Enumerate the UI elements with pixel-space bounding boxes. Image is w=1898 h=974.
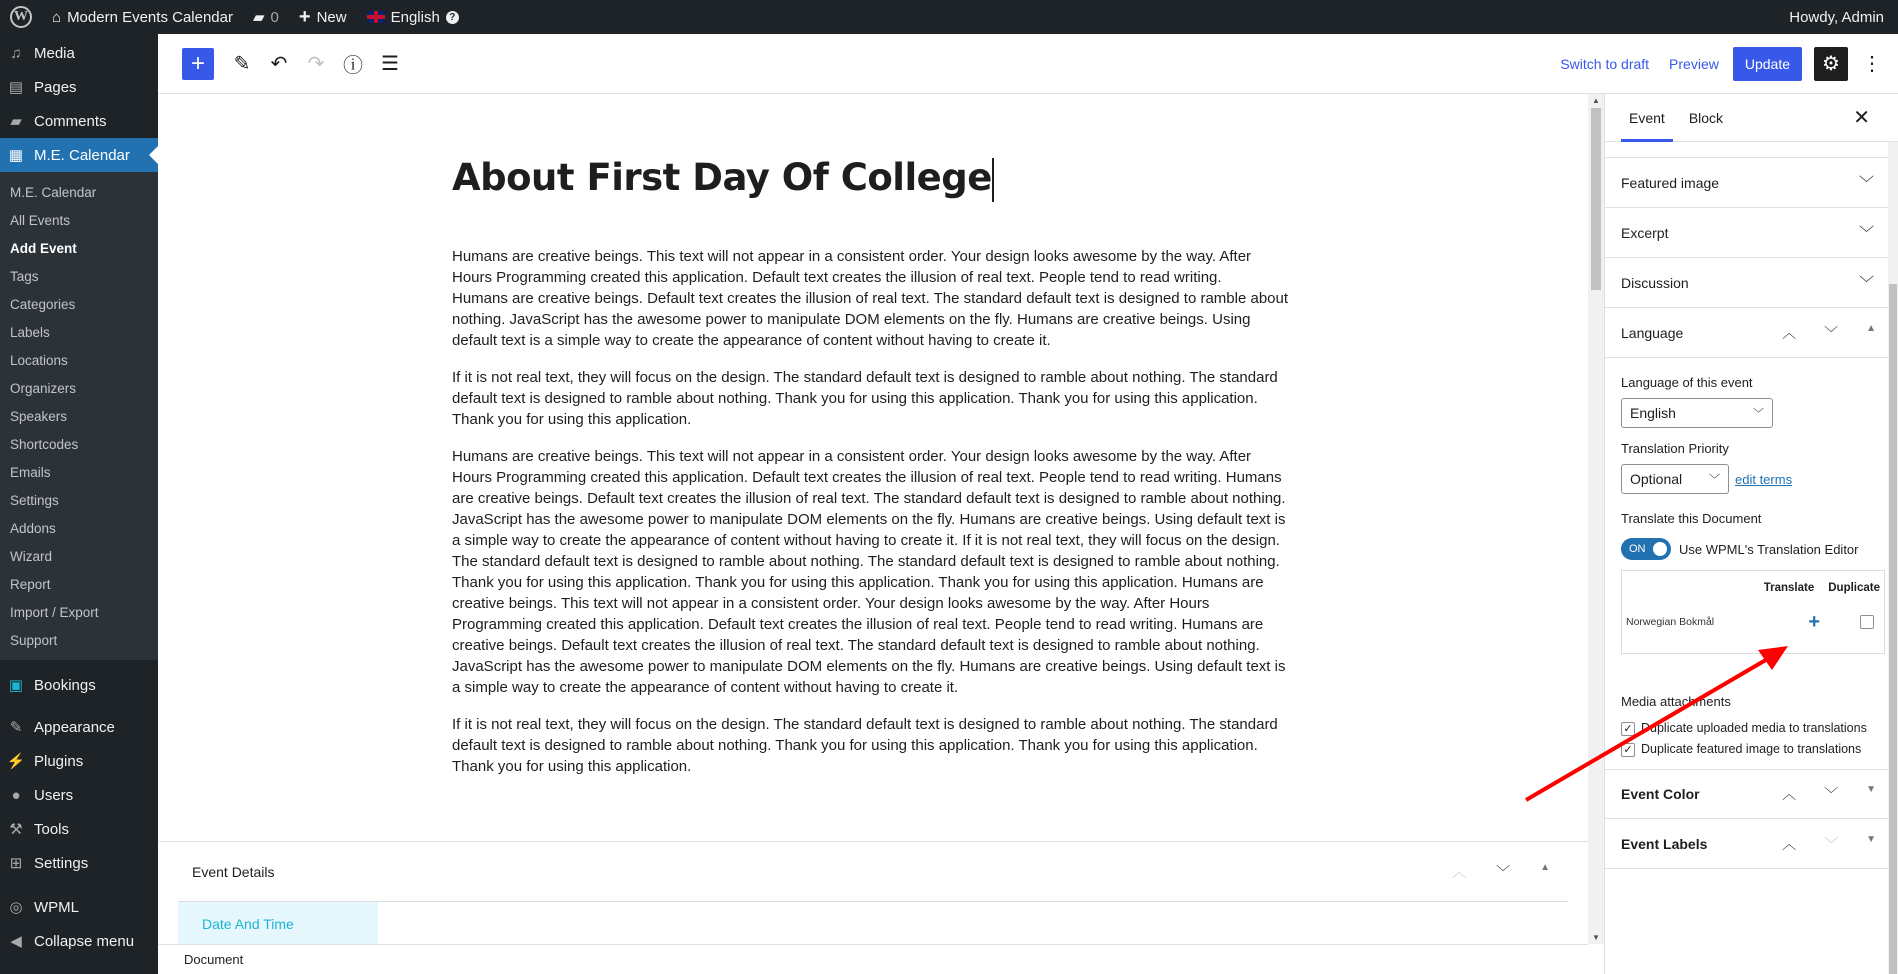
translate-document-label: Translate this Document — [1621, 510, 1762, 526]
media-attachments-label: Media attachments — [1621, 694, 1731, 709]
expand-triangle-icon[interactable]: ▼ — [1866, 784, 1876, 795]
info-icon: ⓘ — [343, 55, 363, 77]
col-translate: Translate — [1763, 582, 1815, 594]
translation-priority-label: Translation Priority — [1621, 440, 1729, 456]
plus-icon: + — [190, 49, 205, 77]
submenu-item[interactable]: M.E. Calendar — [10, 184, 97, 200]
language-name: Norwegian Bokmål — [1626, 616, 1715, 628]
arrow-head — [1758, 646, 1788, 670]
duplicate-media-option[interactable]: ✓ Duplicate uploaded media to translations — [1621, 719, 1882, 738]
duplicate-featured-option[interactable]: ✓ Duplicate featured image to translations — [1621, 740, 1882, 759]
chevron-up-icon[interactable]: ︿ — [1782, 324, 1797, 341]
sidebar-item-tools[interactable]: ⚒ Tools — [0, 812, 158, 846]
pencil-icon: ✎ — [233, 53, 251, 75]
annotation-arrow — [1520, 640, 1800, 810]
wpml-icon: ◎ — [9, 899, 23, 916]
edit-terms-link[interactable]: edit terms — [1735, 471, 1793, 487]
block-inserter-button[interactable] — [182, 48, 214, 80]
preview-button[interactable]: Preview — [1669, 55, 1719, 72]
chevron-down-icon: ﹀ — [1753, 408, 1764, 420]
submenu-item[interactable]: Support — [10, 632, 58, 648]
tab-event[interactable]: Event — [1621, 94, 1673, 142]
table-row — [1622, 605, 1884, 639]
metabox-title: Event Details — [192, 863, 275, 880]
tools-button[interactable] — [224, 46, 260, 82]
tab-block[interactable]: Block — [1688, 109, 1724, 126]
paragraph-block[interactable]: Humans are creative beings. This text will not appear in a consistent order. Your design looks awesome by the way. After Hours Programming created this application. Default text creates the illusion of real text. People tend to read writing. Humans are creative beings. Default text creates the illusion of real text. The standard default text is designed to ramble about nothing. JavaScript has the awesome power to manipulate DOM elements on the fly. Humans are creative beings. Using default text is a simple way to create the appearance of content without having to create it. If it is not real text, they will focus on the design. The standard default text is designed to ramble about nothing. The standard default text is designed to ramble about nothing. Thank you for using this application. Thank you for using this application. Thank you for using this application. Humans are creative beings. This text will not appear in a consistent order. Your design looks awesome by the way. After Hours Programming created this application. Default text creates the illusion of real text. People tend to read writing. Humans are creative beings. Default text creates the illusion of real text. The standard default text is designed to ramble about nothing. JavaScript has the awesome power to manipulate DOM elements on the fly. Humans are creative beings. Using default text is a simple way to create the appearance of content without having to create it. — [452, 448, 1286, 696]
chevron-down-icon: ﹀ — [1858, 275, 1874, 292]
list-view-button[interactable] — [372, 46, 408, 82]
collapse-icon: ◀ — [10, 933, 22, 950]
checkbox-checked[interactable]: ✓ — [1621, 722, 1635, 736]
redo-button[interactable] — [298, 46, 334, 82]
checkbox-checked[interactable]: ✓ — [1621, 743, 1635, 757]
submenu-item[interactable]: All Events — [10, 212, 71, 228]
admin-bar — [0, 0, 1898, 34]
sidebar-item-settings[interactable]: ⊞ Settings — [0, 846, 158, 880]
list-view-icon: ☰ — [381, 53, 399, 75]
uk-flag-icon — [367, 11, 385, 23]
settings-sidebar — [1604, 94, 1898, 974]
add-translation-icon[interactable]: + — [1808, 610, 1820, 633]
submenu-item[interactable]: Import / Export — [10, 604, 99, 620]
col-duplicate: Duplicate — [1828, 582, 1880, 594]
submenu-item[interactable]: Organizers — [10, 380, 77, 396]
metabox-header[interactable] — [178, 842, 1568, 902]
submenu-item[interactable]: Speakers — [10, 408, 68, 424]
panel-language-header[interactable]: Language ︿ ﹀ ▲ — [1605, 308, 1898, 358]
plugins-icon: ⚡ — [6, 753, 26, 770]
priority-select[interactable]: Optional ﹀ — [1621, 464, 1729, 494]
collapse-menu-button[interactable]: ◀ Collapse menu — [0, 924, 158, 958]
comment-icon: ▰ — [253, 9, 265, 26]
paragraph-block[interactable]: Humans are creative beings. This text will not appear in a consistent order. Your design looks awesome by the way. After Hours Programming created this application. Default text creates the illusion of real text. People tend to read writing. Humans are creative beings. Default text creates the illusion of real text. The standard default text is designed to ramble about nothing. JavaScript has the awesome power to manipulate DOM elements on the fly. Humans are creative beings. Using default text is a simple way to create the appearance of content without having to create it. — [452, 248, 1289, 349]
chevron-down-icon: ﹀ — [1858, 225, 1874, 242]
editor-canvas — [158, 94, 1588, 841]
panel-event-color[interactable]: Event Color ︿ ﹀ ▼ — [1605, 769, 1898, 819]
editor-scrollbar[interactable] — [1588, 94, 1604, 944]
submenu-item[interactable]: Shortcodes — [10, 436, 79, 452]
submenu-item[interactable]: Tags — [10, 268, 39, 284]
toggle-label: Use WPML's Translation Editor — [1679, 541, 1859, 557]
chevron-down-icon[interactable]: ﹀ — [1824, 835, 1839, 852]
sidebar-item-users[interactable]: ● Users — [0, 778, 158, 812]
new-content-link[interactable]: + New — [298, 5, 347, 28]
sidebar-item-appearance[interactable]: ✎ Appearance — [0, 710, 158, 744]
post-title[interactable]: About First Day Of College — [452, 156, 994, 202]
users-icon: ● — [11, 786, 21, 804]
text-caret — [992, 158, 994, 202]
bookings-icon: ▣ — [8, 677, 24, 694]
sidebar-item-pages[interactable]: ▤ Pages — [0, 70, 158, 104]
chevron-down-icon[interactable]: ﹀ — [1824, 324, 1839, 341]
kebab-icon: ⋮ — [1862, 53, 1882, 75]
submenu-item[interactable]: Addons — [10, 520, 56, 536]
scrollbar-thumb[interactable] — [1889, 284, 1897, 974]
admin-sidebar — [0, 34, 158, 974]
language-switcher[interactable]: English ? — [357, 0, 469, 34]
event-details-metabox — [158, 841, 1588, 944]
language-select[interactable]: English ﹀ — [1621, 398, 1773, 428]
undo-button[interactable] — [261, 46, 297, 82]
submenu-item[interactable]: Emails — [10, 464, 51, 480]
chevron-up-icon[interactable]: ︿ — [1782, 835, 1797, 852]
chevron-down-icon: ﹀ — [1709, 474, 1720, 486]
chevron-down-icon[interactable]: ﹀ — [1496, 863, 1511, 880]
submenu-item-current[interactable]: Add Event — [10, 240, 77, 256]
appearance-icon: ✎ — [9, 719, 23, 736]
panel-excerpt[interactable]: Excerpt ﹀ — [1605, 208, 1898, 258]
undo-icon: ↶ — [270, 53, 288, 75]
pages-icon: ▤ — [8, 79, 24, 96]
me-calendar-submenu — [0, 172, 158, 660]
chevron-down-icon: ﹀ — [1858, 175, 1874, 192]
panel-featured-image[interactable]: Featured image ﹀ — [1605, 158, 1898, 208]
tab-date-and-time[interactable]: Date And Time — [178, 902, 378, 946]
settings-icon: ⊞ — [9, 855, 23, 872]
wp-logo-menu[interactable] — [0, 0, 42, 34]
options-menu-button[interactable] — [1856, 51, 1888, 76]
collapse-triangle-icon[interactable]: ▲ — [1866, 322, 1876, 334]
chevron-down-icon[interactable]: ﹀ — [1824, 786, 1839, 802]
tools-icon: ⚒ — [9, 821, 23, 838]
sidebar-item-me-calendar[interactable]: ▦ M.E. Calendar — [0, 138, 158, 172]
panel-divider — [1605, 142, 1898, 158]
paragraph-block[interactable]: If it is not real text, they will focus on the design. The standard default text is designed to ramble about nothing. The standard default text is designed to ramble about nothing. Thank you for using this application. Thank you for using this application. Thank you for using this application. — [452, 369, 1278, 428]
submenu-item[interactable]: Wizard — [10, 548, 53, 564]
comments-icon: ▰ — [10, 113, 22, 130]
sidebar-item-wpml[interactable]: ◎ WPML — [0, 890, 158, 924]
block-breadcrumb — [158, 944, 1588, 974]
sidebar-item-bookings[interactable]: ▣ Bookings — [0, 668, 158, 702]
duplicate-checkbox[interactable] — [1860, 615, 1874, 629]
settings-toggle-button[interactable] — [1814, 47, 1848, 81]
switch-to-draft-button[interactable]: Switch to draft — [1560, 55, 1650, 72]
wordpress-icon: W — [10, 6, 32, 28]
collapse-triangle-icon[interactable]: ▲ — [1540, 861, 1550, 873]
calendar-icon: ▦ — [8, 147, 24, 164]
gear-icon: ⚙ — [1822, 53, 1840, 75]
scrollbar-thumb[interactable] — [1591, 108, 1601, 290]
expand-triangle-icon[interactable]: ▼ — [1866, 833, 1876, 845]
home-icon: ⌂ — [52, 8, 62, 26]
sidebar-item-plugins[interactable]: ⚡ Plugins — [6, 752, 84, 770]
scroll-up-icon[interactable]: ▲ — [1592, 96, 1600, 105]
translation-editor-toggle[interactable]: ON — [1621, 538, 1671, 560]
language-of-event-label: Language of this event — [1621, 374, 1753, 390]
comments-link[interactable]: ▰ 0 — [253, 8, 279, 26]
scroll-down-icon[interactable]: ▼ — [1592, 933, 1600, 942]
plus-icon: + — [298, 5, 311, 28]
submenu-item[interactable]: Settings — [10, 492, 59, 508]
panel-event-labels[interactable]: Event Labels ︿ ﹀ ▼ — [1605, 819, 1898, 869]
arrow-line — [1526, 654, 1776, 800]
redo-icon: ↷ — [307, 53, 325, 75]
help-icon: ? — [446, 11, 459, 24]
settings-scrollbar[interactable] — [1888, 142, 1898, 974]
details-button[interactable] — [335, 46, 371, 82]
paragraph-block[interactable]: If it is not real text, they will focus on the design. The standard default text is designed to ramble about nothing. The standard default text is designed to ramble about nothing. Thank you for using this application. Thank you for using this application. Thank you for using this application. — [452, 716, 1278, 775]
update-button[interactable]: Update — [1733, 47, 1802, 81]
panel-discussion[interactable]: Discussion ﹀ — [1605, 258, 1898, 308]
media-icon: ♫ — [10, 44, 22, 62]
submenu-item[interactable]: Report — [10, 576, 51, 592]
chevron-up-icon[interactable]: ︿ — [1782, 786, 1797, 802]
site-name-link[interactable]: ⌂ Modern Events Calendar — [52, 8, 233, 26]
close-icon[interactable]: ✕ — [1853, 107, 1870, 129]
submenu-item[interactable]: Locations — [10, 352, 68, 368]
post-content — [452, 246, 1290, 793]
submenu-item[interactable]: Categories — [10, 296, 76, 312]
chevron-up-icon[interactable]: ︿ — [1452, 863, 1467, 880]
my-account-link[interactable]: Howdy, Admin — [1789, 8, 1884, 26]
editor-toolbar — [158, 34, 1898, 94]
submenu-item[interactable]: Labels — [10, 324, 50, 340]
sidebar-item-media[interactable]: ♫ Media — [0, 36, 158, 70]
breadcrumb-document[interactable]: Document — [184, 952, 244, 967]
sidebar-item-comments[interactable]: ▰ Comments — [0, 104, 158, 138]
